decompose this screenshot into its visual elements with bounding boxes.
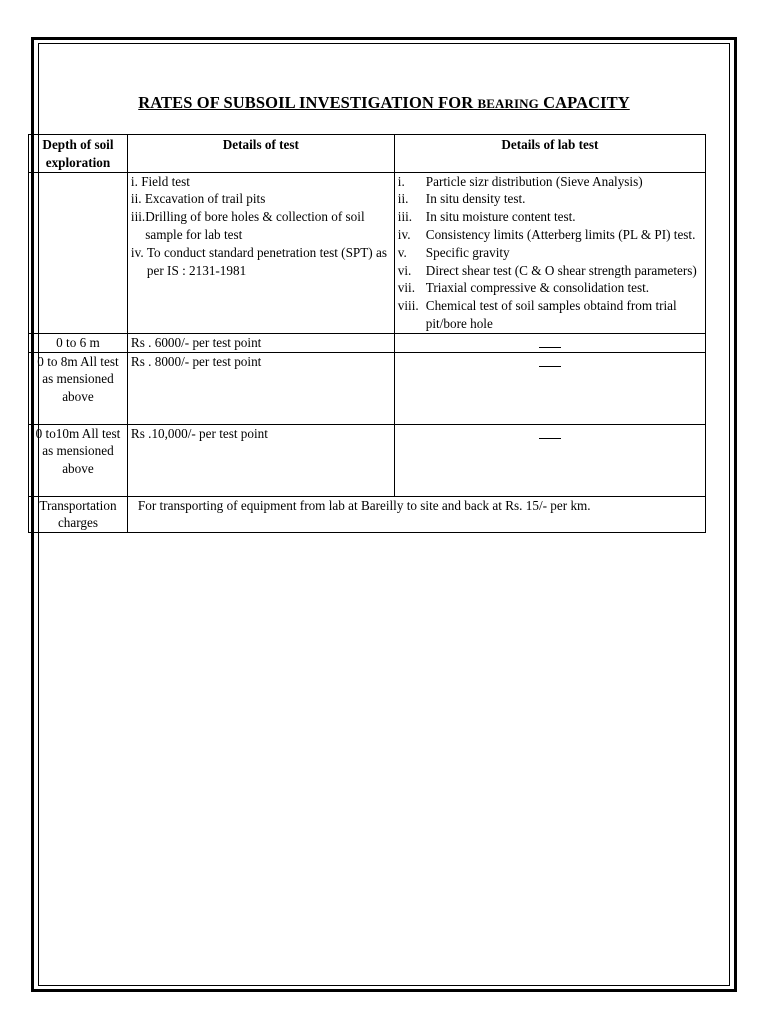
lab-tests-cell: [394, 172, 705, 333]
page-title: RATES OF SUBSOIL INVESTIGATION FOR BEARING CAPACITY: [138, 93, 630, 112]
table-row: [29, 424, 706, 496]
transport-row: [29, 496, 706, 533]
list-item: ii. In situ density test.: [397, 191, 526, 207]
dash-cell: [394, 424, 705, 496]
list-item: vii. Triaxial compressive & consolidation test.: [397, 280, 650, 296]
dash-cell: [394, 352, 705, 424]
list-item: i. Particle sizr distribution (Sieve Analysis): [397, 173, 643, 189]
dash-mark: [539, 438, 561, 439]
field-tests-cell: [127, 172, 394, 333]
rate-cell: Rs . 6000/- per test point: [127, 333, 394, 352]
lab-tests-list: [398, 173, 702, 333]
dash-mark: [539, 366, 561, 367]
table-row: [29, 333, 706, 352]
transport-text-cell: For transporting of equipment from lab at Bareilly to site and back at Rs. 15/- per km.: [127, 496, 705, 533]
list-item: vi. Direct shear test (C & O shear strength parameters): [397, 262, 697, 278]
header-row: [29, 135, 706, 173]
empty-depth-cell: [29, 172, 128, 333]
dash-cell: [394, 333, 705, 352]
list-item: iii. Drilling of bore holes & collection of soil sample for lab test: [130, 209, 365, 242]
table-row: [29, 352, 706, 424]
list-item: iv. To conduct standard penetration test (SPT) as per IS : 2131-1981: [130, 244, 387, 278]
rate-cell: Rs .10,000/- per test point: [127, 424, 394, 496]
header-details-of-test: Details of test: [127, 135, 394, 173]
header-depth: Depth of soil exploration: [29, 135, 128, 173]
tests-row: [29, 172, 706, 333]
rates-table: [28, 134, 706, 533]
list-item: viii. Chemical test of soil samples obtaind from trial pit/bore hole: [397, 298, 677, 331]
field-tests-list: [131, 173, 391, 280]
depth-cell: 0 to 6 m: [29, 333, 128, 352]
list-item: i. Field test: [130, 173, 190, 189]
rate-cell: Rs . 8000/- per test point: [127, 352, 394, 424]
dash-mark: [539, 347, 561, 348]
list-item: iv. Consistency limits (Atterberg limits (PL & PI) test.: [397, 226, 696, 242]
depth-cell: 0 to 8m All test as mensioned above: [29, 352, 128, 424]
list-item: ii. Excavation of trail pits: [130, 191, 266, 207]
depth-cell: 0 to10m All test as mensioned above: [29, 424, 128, 496]
header-details-of-lab-test: Details of lab test: [394, 135, 705, 173]
list-item: iii. In situ moisture content test.: [397, 209, 576, 225]
transport-label-cell: Transportation charges: [29, 496, 128, 533]
list-item: v. Specific gravity: [397, 244, 510, 260]
